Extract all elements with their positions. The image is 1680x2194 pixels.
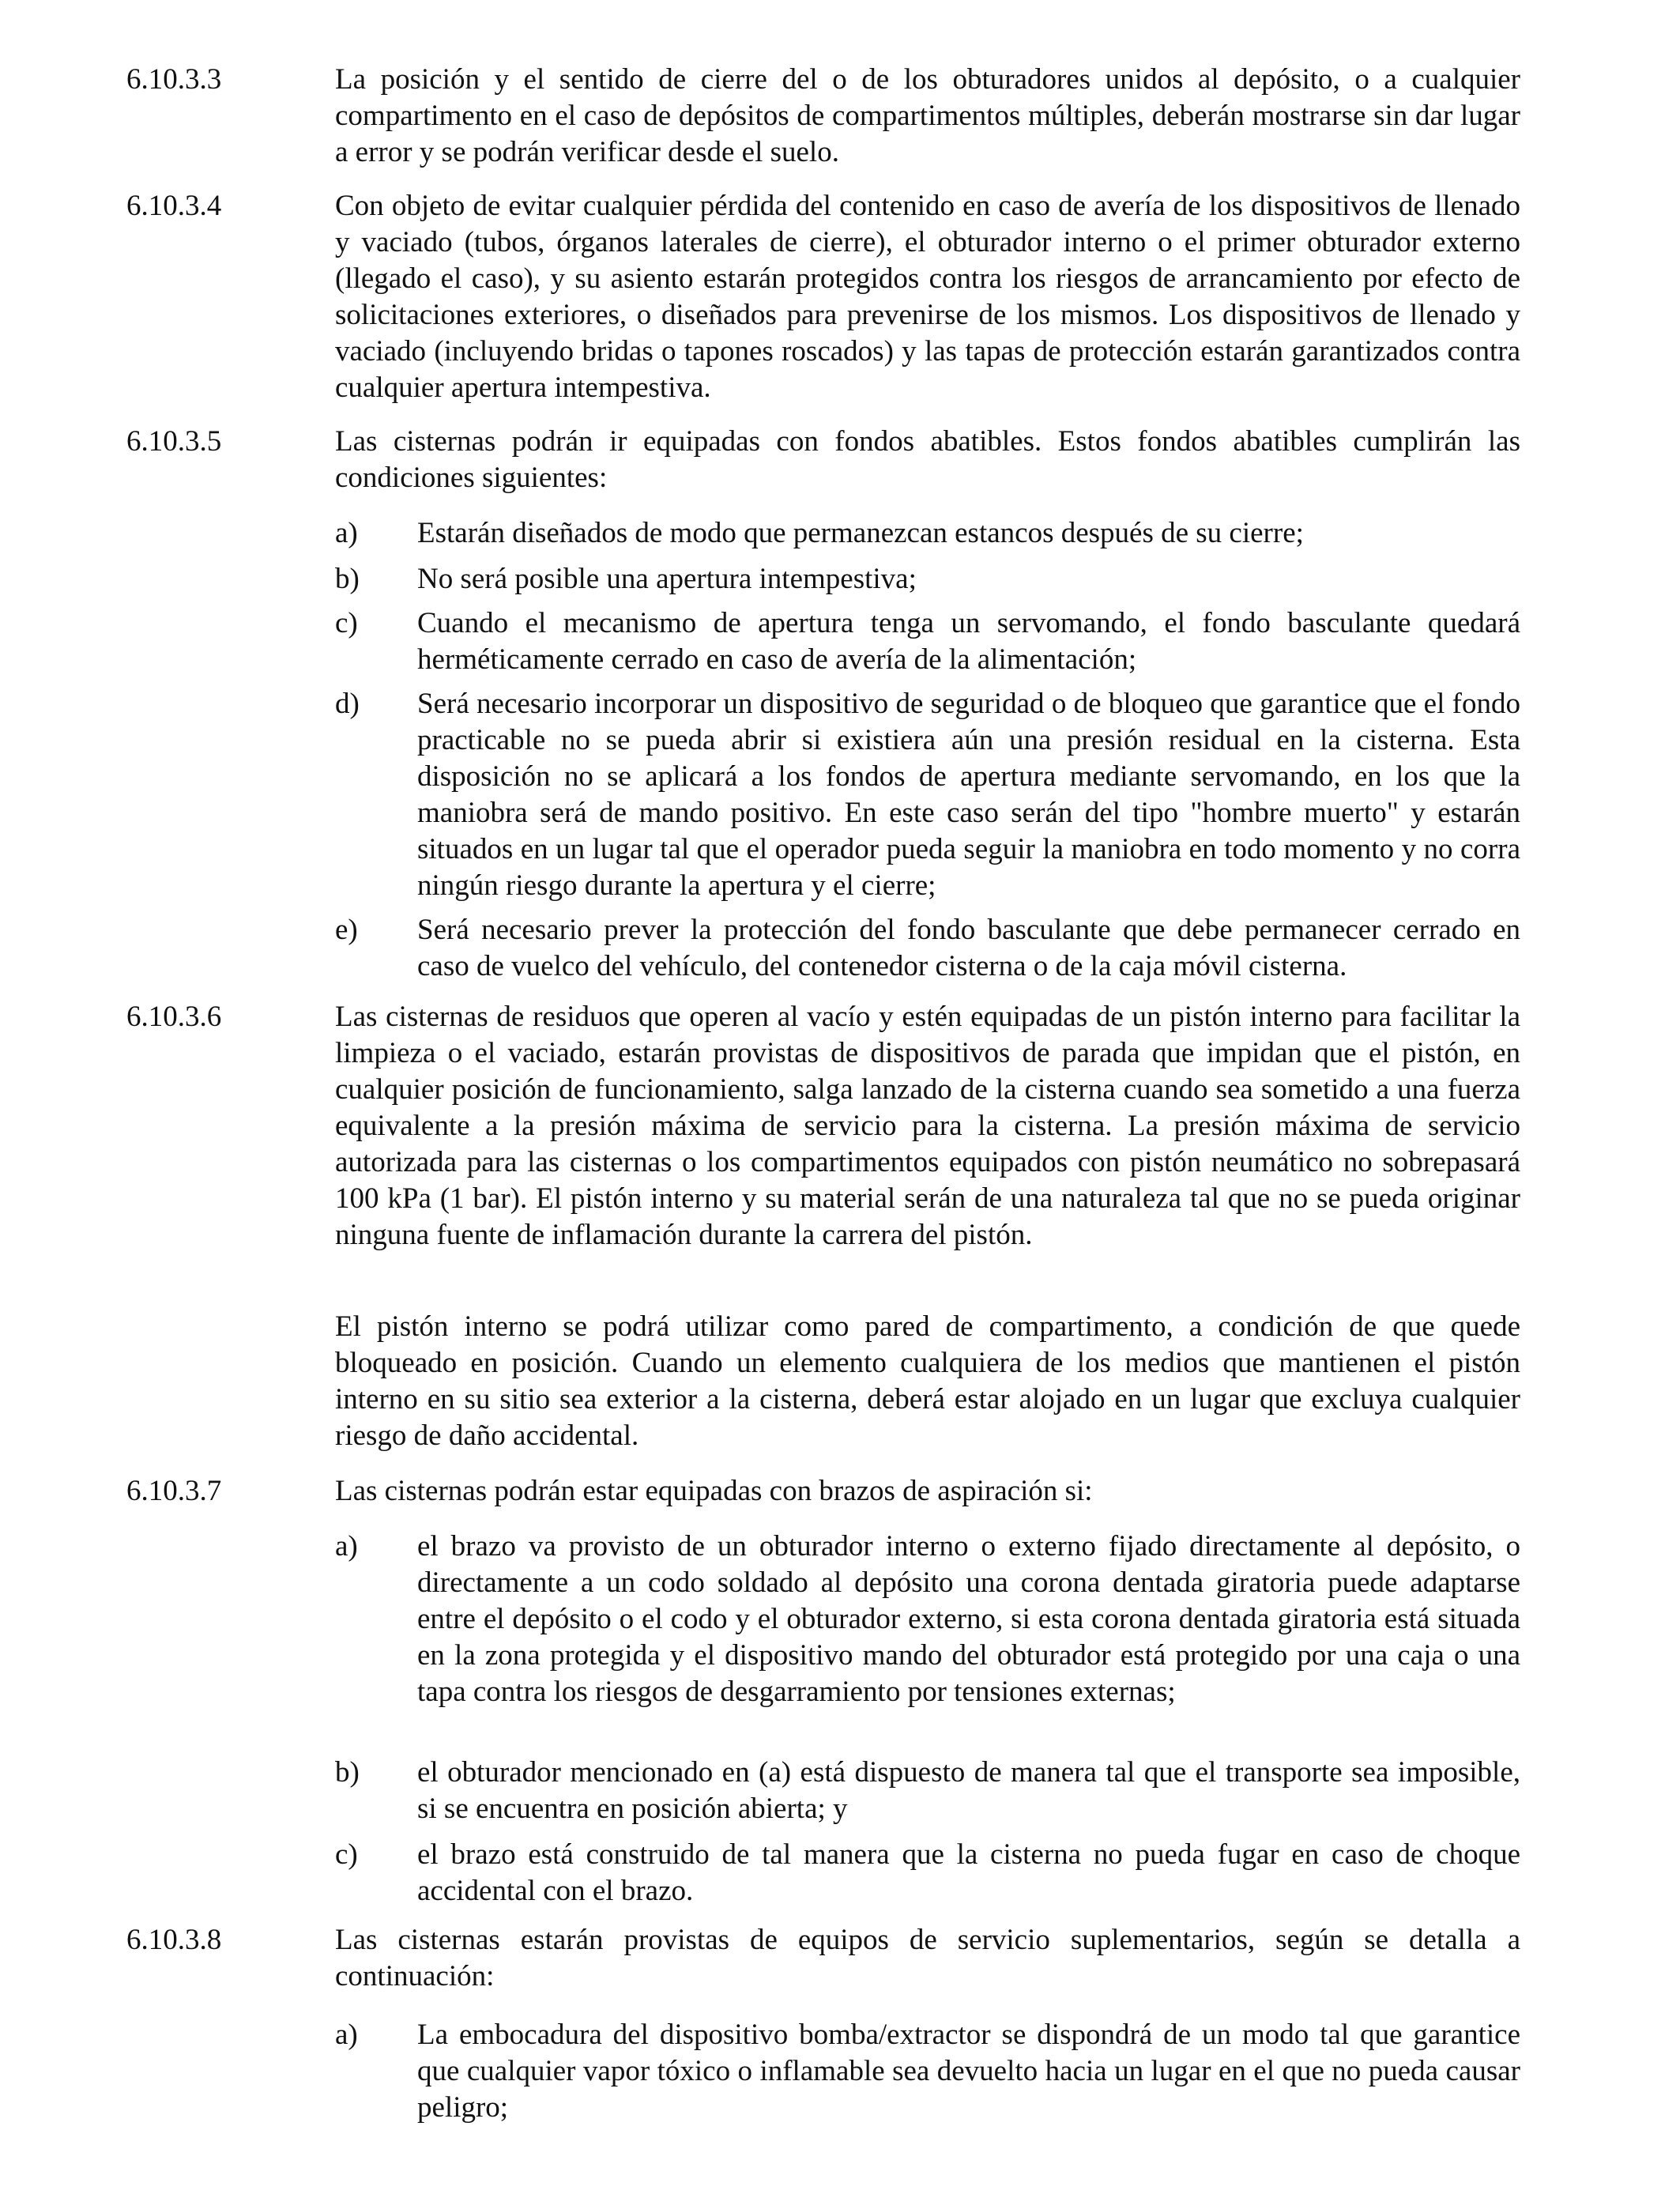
section-intro: Las cisternas podrán ir equipadas con fondos abatibles. Estos fondos abatibles cumplirán las condiciones siguientes: <box>335 425 1520 494</box>
list-item-label: c) <box>335 607 358 639</box>
list-item <box>0 1529 1680 1710</box>
section-number: 6.10.3.7 <box>126 1475 222 1507</box>
list-item-text: Será necesario incorporar un dispositivo de seguridad o de bloqueo que garantice que el fondo practicable no se pueda abrir si existiera aún una presión residual en la cisterna. Esta disposición no se aplicará a los fondos de apertura mediante servomando, en los que la maniobra será de mando positivo. En este caso serán del tipo "hombre muerto" y estarán situados en un lugar tal que el operador pueda seguir la maniobra en todo momento y no corra ningún riesgo durante la apertura y el cierre; <box>417 688 1520 902</box>
list-item <box>0 912 1680 985</box>
list-item-label: a) <box>335 517 358 549</box>
section-paragraph: Las cisternas de residuos que operen al vacío y estén equipadas de un pistón interno para facilitar la limpieza o el vaciado, estarán provistas de dispositivos de parada que impidan que el pistón, en cualquier posición de funcionamiento, salga lanzado de la cisterna cuando sea sometido a una fuerza equivalente a la presión máxima de servicio para la cisterna. La presión máxima de servicio autorizada para las cisternas o los compartimentos equipados con pistón neumático no sobrepasará 100 kPa (1 bar). El pistón interno y su material serán de una naturaleza tal que no se pueda originar ninguna fuente de inflamación durante la carrera del pistón. <box>335 1001 1520 1251</box>
list-item-label: d) <box>335 688 360 720</box>
section-number: 6.10.3.8 <box>126 1924 222 1956</box>
list-item <box>0 561 1680 598</box>
list-item <box>0 1837 1680 1909</box>
list-item-text: Será necesario prever la protección del fondo basculante que debe permanecer cerrado en caso de vuelco del vehículo, del contenedor cisterna o de la caja móvil cisterna. <box>417 914 1520 982</box>
list-item-text: La embocadura del dispositivo bomba/extractor se dispondrá de un modo tal que garantice que cualquier vapor tóxico o inflamable sea devuelto hacia un lugar en el que no pueda causar peligro; <box>417 2019 1520 2124</box>
list-item-label: a) <box>335 2019 358 2051</box>
section-paragraph: La posición y el sentido de cierre del o de los obturadores unidos al depósito, o a cualquier compartimento en el caso de depósitos de compartimentos múltiples, deberán mostrarse sin dar lugar a error y se podrán verificar desde el suelo. <box>335 63 1520 168</box>
section-intro: Las cisternas estarán provistas de equipos de servicio suplementarios, según se detalla a continuación: <box>335 1924 1520 1992</box>
list-item <box>0 2017 1680 2126</box>
list-item <box>0 605 1680 678</box>
list-item <box>0 1755 1680 1827</box>
list-item-text: el brazo está construido de tal manera que la cisterna no pueda fugar en caso de choque accidental con el brazo. <box>417 1838 1520 1907</box>
list-item-text: Estarán diseñados de modo que permanezcan estancos después de su cierre; <box>417 517 1304 549</box>
list-item-label: c) <box>335 1838 358 1871</box>
section-number: 6.10.3.4 <box>126 190 222 222</box>
section-number: 6.10.3.6 <box>126 1001 222 1033</box>
list-item-label: b) <box>335 563 360 595</box>
list-item-label: e) <box>335 914 358 946</box>
list-item-text: Cuando el mecanismo de apertura tenga un servomando, el fondo basculante quedará herméticamente cerrado en caso de avería de la alimentación; <box>417 607 1520 676</box>
section-paragraph: El pistón interno se podrá utilizar como pared de compartimento, a condición de que quede bloqueado en posición. Cuando un elemento cualquiera de los medios que mantienen el pistón interno en su sitio sea exterior a la cisterna, deberá estar alojado en un lugar que excluya cualquier riesgo de daño accidental. <box>335 1310 1520 1452</box>
list-item-text: No será posible una apertura intempestiva; <box>417 563 917 595</box>
list-item <box>0 515 1680 552</box>
section-paragraph: Con objeto de evitar cualquier pérdida del contenido en caso de avería de los dispositivos de llenado y vaciado (tubos, órganos laterales de cierre), el obturador interno o el primer obturador externo (llegado el caso), y su asiento estarán protegidos contra los riesgos de arrancamiento por efecto de solicitaciones exteriores, o diseñados para prevenirse de los mismos. Los dispositivos de llenado y vaciado (incluyendo bridas o tapones roscados) y las tapas de protección estarán garantizados contra cualquier apertura intempestiva. <box>335 190 1520 404</box>
section-number: 6.10.3.3 <box>126 63 222 96</box>
list-item-text: el obturador mencionado en (a) está dispuesto de manera tal que el transporte sea imposible, si se encuentra en posición abierta; y <box>417 1756 1520 1825</box>
list-item-label: b) <box>335 1756 360 1789</box>
list-item <box>0 686 1680 904</box>
list-item-text: el brazo va provisto de un obturador interno o externo fijado directamente al depósito, o directamente a un codo soldado al depósito una corona dentada giratoria puede adaptarse entre el depósito o el codo y el obturador externo, si esta corona dentada giratoria está situada en la zona protegida y el dispositivo mando del obturador está protegido por una caja o una tapa contra los riesgos de desgarramiento por tensiones externas; <box>417 1530 1520 1708</box>
section-number: 6.10.3.5 <box>126 425 222 458</box>
section-intro: Las cisternas podrán estar equipadas con brazos de aspiración si: <box>335 1475 1093 1507</box>
list-item-label: a) <box>335 1530 358 1563</box>
